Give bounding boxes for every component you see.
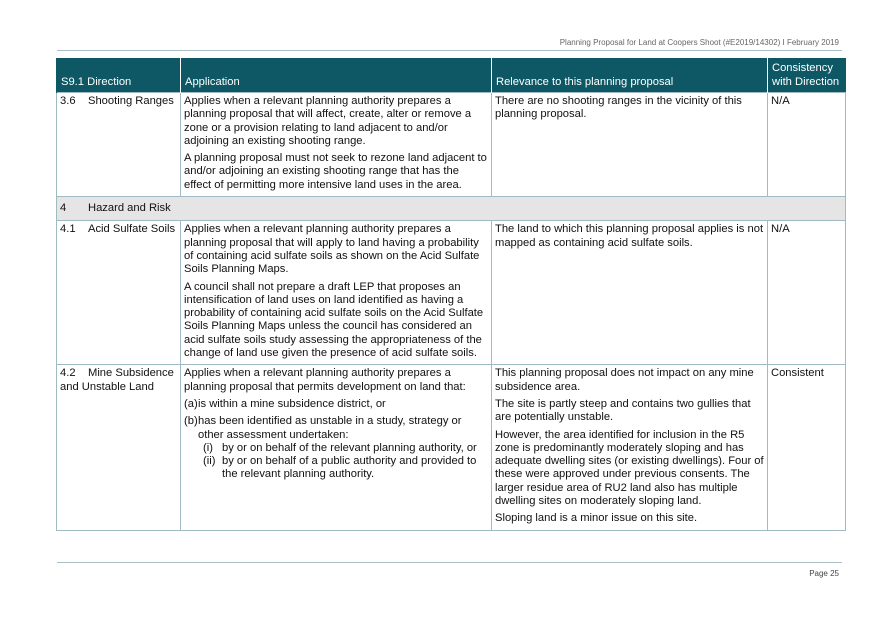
sub-list-item bbox=[184, 455, 488, 482]
col-header-consistency: Consistency with Direction bbox=[768, 58, 846, 93]
application-cell bbox=[181, 221, 492, 365]
relevance-paragraph: The site is partly steep and contains two gullies that are potentially unstable. bbox=[495, 397, 751, 424]
application-paragraph: Applies when a relevant planning authority prepares a planning proposal that permits development on land that: bbox=[184, 367, 466, 393]
application-cell bbox=[181, 365, 492, 530]
direction-cell bbox=[57, 93, 181, 197]
section-row bbox=[57, 197, 846, 221]
table-row bbox=[57, 93, 846, 197]
relevance-cell bbox=[492, 221, 768, 365]
list-text: is within a mine subsidence district, or bbox=[198, 397, 386, 410]
table-row bbox=[57, 365, 846, 530]
list-text: has been identified as unstable in a study, strategy or other assessment undertaken: bbox=[198, 415, 462, 441]
relevance-paragraph: The land to which this planning proposal applies is not mapped as containing acid sulfate soils. bbox=[495, 223, 764, 249]
direction-title: Acid Sulfate Soils bbox=[88, 223, 176, 236]
section-heading-cell bbox=[57, 197, 846, 221]
direction-title: Mine Subsidence and Unstable Land bbox=[60, 367, 174, 393]
relevance-cell bbox=[492, 93, 768, 197]
application-paragraph: A planning proposal must not seek to rezone land adjacent to and/or adjoining an existing shooting range that has the effect of permitting more intensive land uses in the area. bbox=[184, 152, 487, 191]
s91-directions-table bbox=[56, 58, 846, 531]
list-marker: (b) bbox=[184, 415, 198, 428]
relevance-cell bbox=[492, 365, 768, 530]
relevance-paragraph: There are no shooting ranges in the vicinity of this planning proposal. bbox=[495, 95, 742, 121]
table-row bbox=[57, 221, 846, 365]
direction-number: 4.1 bbox=[60, 223, 76, 236]
direction-number: 4.2 bbox=[60, 367, 76, 380]
application-paragraph: Applies when a relevant planning authority prepares a planning proposal that will affect, create, alter or remove a zone or a provision relating to land adjacent to and/or adjoining an existing shooting range. bbox=[184, 95, 472, 147]
consistency-cell: N/A bbox=[768, 93, 846, 197]
relevance-paragraph: However, the area identified for inclusion in the R5 zone is predominantly moderately sloping and has adequate dwelling sites (or existing dwellings). Four of these were approved under previous consents. The larger residue area of RU2 land also has multiple dwelling sites on moderately sloping land. bbox=[495, 428, 764, 508]
direction-cell bbox=[57, 365, 181, 530]
list-item bbox=[184, 398, 488, 411]
list-marker: (ii) bbox=[203, 455, 216, 468]
relevance-paragraph: Sloping land is a minor issue on this site. bbox=[495, 512, 698, 525]
running-header: Planning Proposal for Land at Coopers Shoot (#E2019/14302) I February 2019 bbox=[559, 38, 839, 47]
consistency-cell: Consistent bbox=[768, 365, 846, 530]
section-number: 4 bbox=[60, 202, 67, 215]
page-number: Page 25 bbox=[809, 569, 839, 578]
sub-list-item bbox=[184, 442, 488, 455]
consistency-cell: N/A bbox=[768, 221, 846, 365]
section-title: Hazard and Risk bbox=[88, 202, 171, 215]
list-text: by or on behalf of the relevant planning authority, or bbox=[222, 441, 477, 454]
list-text: by or on behalf of a public authority and provided to the relevant planning authority. bbox=[222, 455, 477, 481]
relevance-paragraph: This planning proposal does not impact on any mine subsidence area. bbox=[495, 367, 754, 393]
application-cell bbox=[181, 93, 492, 197]
list-marker: (i) bbox=[203, 441, 213, 454]
header-rule bbox=[57, 50, 842, 51]
col-header-direction: S9.1 Direction bbox=[57, 58, 181, 93]
direction-title: Shooting Ranges bbox=[88, 95, 174, 107]
footer-rule bbox=[57, 562, 842, 563]
direction-cell bbox=[57, 221, 181, 365]
list-marker: (a) bbox=[184, 397, 198, 410]
table-header-row bbox=[57, 58, 846, 93]
direction-number: 3.6 bbox=[60, 95, 76, 107]
list-item bbox=[184, 415, 488, 442]
col-header-application: Application bbox=[181, 58, 492, 93]
application-paragraph: Applies when a relevant planning authority prepares a planning proposal that will apply to land having a probability of containing acid sulfate soils as shown on the Acid Sulfate Soils Planning Maps. bbox=[184, 223, 480, 276]
col-header-relevance: Relevance to this planning proposal bbox=[492, 58, 768, 93]
application-paragraph: A council shall not prepare a draft LEP that proposes an intensification of land uses on land identified as having a probability of containing acid sulfate soils on the Acid Sulfate Soils Planning Maps unless the council has considered an acid sulfate soils study assessing the appropriateness of the change of land use given the presence of acid sulfate soils. bbox=[184, 280, 484, 360]
